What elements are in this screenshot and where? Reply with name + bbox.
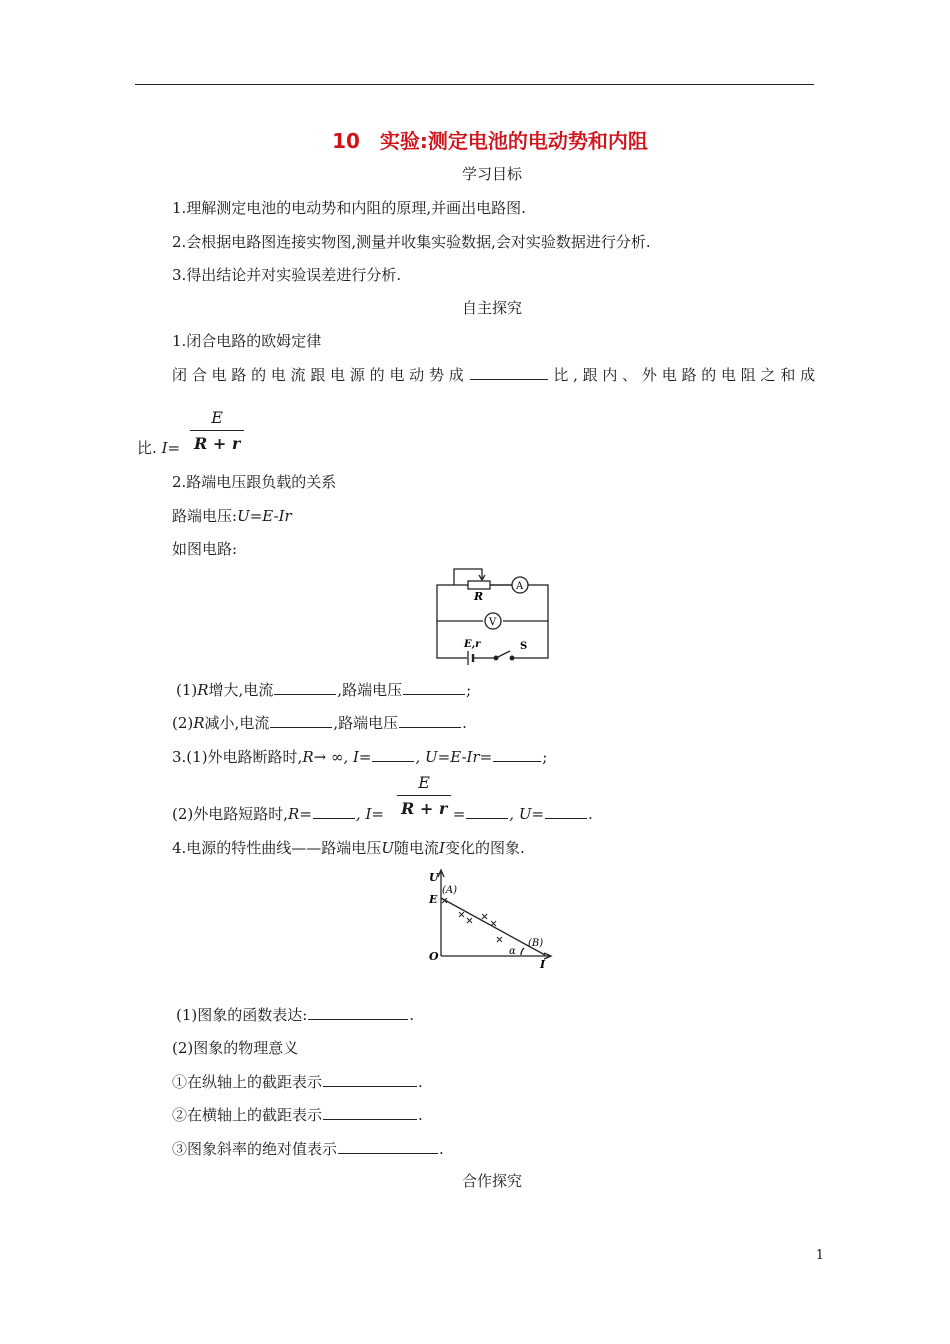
graph-label-e: E: [429, 893, 438, 906]
graph-q4: ②在横轴上的截距表示 .: [172, 1106, 423, 1124]
graph-label-b: (B): [528, 938, 544, 949]
ohm-law-line2: 比. I=: [137, 439, 181, 457]
question-r-increase: (1)R增大,电流 ,路端电压 ;: [176, 681, 472, 699]
coop-heading: 合作探究: [461, 1172, 522, 1190]
blank-voltage-increase[interactable]: [403, 680, 465, 695]
goals-heading: 学习目标: [461, 165, 522, 183]
label-s: S: [520, 641, 528, 652]
graph-q2: (2)图象的物理意义: [172, 1039, 299, 1057]
section-3-open-circuit: 3.(1)外电路断路时,R→ ∞, I= , U=E-Ir= ;: [172, 748, 548, 766]
blank-proportional[interactable]: [470, 365, 548, 380]
ohm-law-text-b: 比 , 跟 内 、 外 电 路 的 电 阻 之 和 成: [553, 366, 816, 384]
blank-open-current[interactable]: [372, 747, 414, 762]
section-1-heading: 1.闭合电路的欧姆定律: [172, 332, 322, 350]
circuit-diagram: [430, 565, 555, 665]
page-title: 10 实验:测定电池的电动势和内阻: [332, 129, 648, 153]
graph-label-u: U: [429, 871, 439, 884]
label-er: E,r: [464, 639, 481, 650]
graph-points: [442, 898, 502, 942]
blank-open-voltage[interactable]: [493, 747, 541, 762]
page-number: 1: [815, 1248, 824, 1263]
blank-horizontal-intercept[interactable]: [323, 1105, 417, 1120]
terminal-voltage-line: 路端电压:U=E-Ir: [172, 507, 292, 525]
ohm-law-line: [172, 364, 815, 385]
blank-current-increase[interactable]: [274, 680, 336, 695]
blank-short-voltage[interactable]: [545, 804, 587, 819]
fraction-denominator: R + r: [190, 430, 244, 453]
blank-function-expression[interactable]: [308, 1005, 408, 1020]
ui-characteristic-graph: [425, 866, 560, 971]
goal-item-2: 2.会根据电路图连接实物图,测量并收集实验数据,会对实验数据进行分析.: [172, 233, 651, 251]
label-v: V: [489, 617, 497, 628]
short-circuit-fraction: $\frac{E}{R + r}$: [397, 773, 451, 818]
rheostat-icon: [468, 581, 490, 589]
graph-label-o: O: [429, 950, 439, 963]
question-r-decrease: (2)R减小,电流 ,路端电压 .: [172, 714, 467, 732]
fraction-numerator: E: [211, 408, 223, 427]
section-3-short-circuit: (2)外电路短路时,R= , I= = , U= .: [172, 805, 593, 823]
blank-short-current[interactable]: [466, 804, 508, 819]
blank-short-resistance[interactable]: [313, 804, 355, 819]
blank-current-decrease[interactable]: [270, 713, 332, 728]
goal-item-3: 3.得出结论并对实验误差进行分析.: [172, 266, 402, 284]
self-study-heading: 自主探究: [461, 299, 522, 317]
section-4-heading: 4.电源的特性曲线——路端电压U随电流I变化的图象.: [172, 839, 525, 857]
section-2-heading: 2.路端电压跟负载的关系: [172, 473, 337, 491]
graph-q5: ③图象斜率的绝对值表示 .: [172, 1140, 444, 1158]
label-a: A: [516, 581, 524, 592]
graph-q1: (1)图象的函数表达: .: [176, 1006, 415, 1024]
ohm-fraction: [190, 408, 244, 453]
label-r: R: [474, 590, 484, 603]
graph-label-a: (A): [442, 885, 458, 896]
ohm-law-text-a: 闭 合 电 路 的 电 流 跟 电 源 的 电 动 势 成: [172, 366, 464, 384]
blank-slope[interactable]: [338, 1139, 438, 1154]
circuit-caption: 如图电路:: [172, 540, 238, 558]
graph-q3: ①在纵轴上的截距表示 .: [172, 1073, 423, 1091]
formula-i: I=: [161, 439, 181, 457]
goal-item-1: 1.理解测定电池的电动势和内阻的原理,并画出电路图.: [172, 199, 526, 217]
graph-label-i: I: [540, 958, 546, 971]
blank-vertical-intercept[interactable]: [323, 1072, 417, 1087]
graph-label-alpha: α: [509, 946, 516, 957]
header-rule: [135, 84, 814, 85]
blank-voltage-decrease[interactable]: [399, 713, 461, 728]
